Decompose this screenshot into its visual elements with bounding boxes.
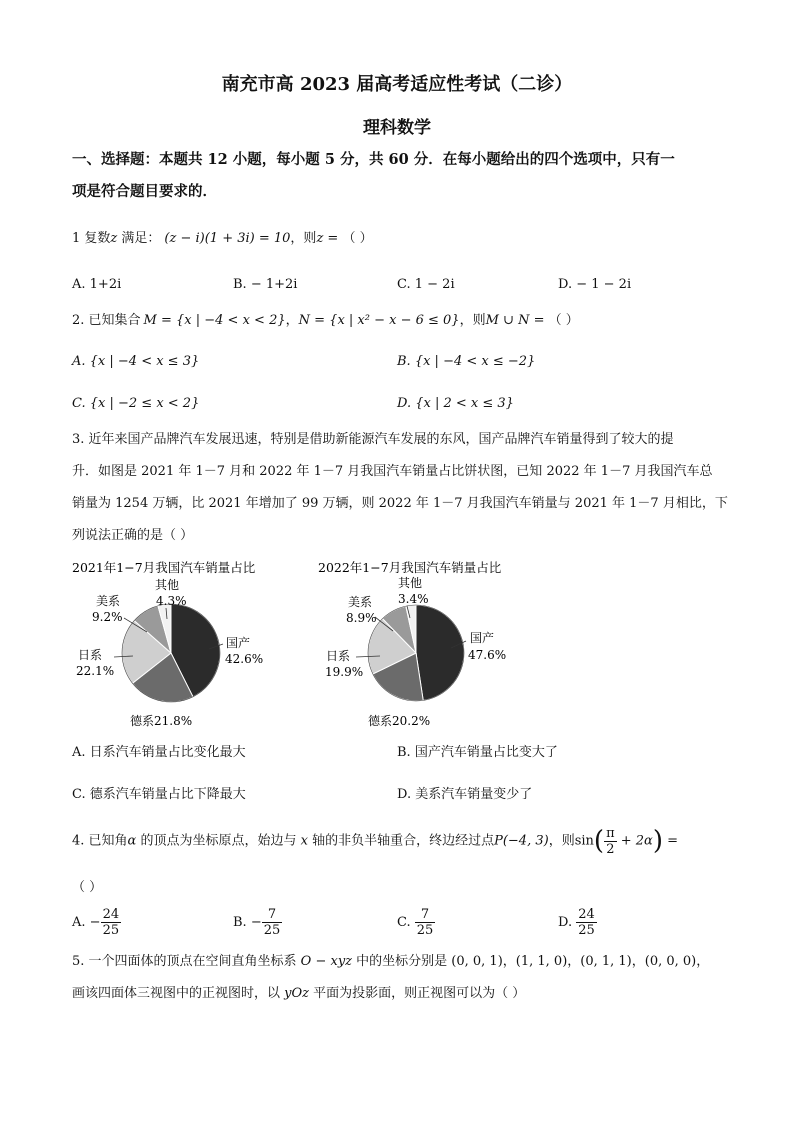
chart1-label-us-value: 9.2%: [92, 610, 123, 624]
question-5-line2: 画该四面体三视图中的正视图时，以 yOz 平面为投影面，则正视图可以为（ ）: [72, 986, 526, 1001]
chart1-label-us-name: 美系: [96, 594, 121, 608]
q3-option-b: B. 国产汽车销量占比变大了: [397, 745, 558, 760]
chart1-label-jp-name: 日系: [78, 648, 103, 662]
q3-option-c: C. 德系汽车销量占比下降最大: [72, 787, 246, 802]
chart2-label-us-name: 美系: [348, 595, 373, 609]
chart2-label-cn-value: 47.6%: [468, 648, 507, 662]
chart2-slice-0: [416, 605, 464, 700]
section-heading-line1: 一、选择题：本题共 12 小题，每小题 5 分，共 60 分．在每小题给出的四个选项中，只有一: [72, 151, 675, 168]
q4-option-a: A. − $\frac{24}{25}$: [72, 907, 120, 938]
q2-option-d: D. {x | 2 < x ≤ 3}: [397, 396, 514, 411]
chart1-title: 2021年1−7月我国汽车销量占比: [72, 560, 256, 575]
chart1-label-de: 德系21.8%: [130, 714, 193, 728]
chart2-label-us-value: 8.9%: [346, 611, 377, 625]
chart2-label-jp-name: 日系: [326, 649, 351, 663]
page-title: 南充市高 2023 届高考适应性考试（二诊）: [221, 74, 573, 95]
chart1-label-jp-value: 22.1%: [76, 664, 115, 678]
q1-option-d: D. − 1 − 2i: [558, 277, 632, 292]
q2-option-b: B. {x | −4 < x ≤ −2}: [397, 354, 536, 369]
chart2-label-cn-name: 国产: [470, 631, 495, 645]
question-3-line4: 列说法正确的是（ ）: [72, 528, 194, 543]
subject-title: 理科数学: [363, 118, 431, 138]
chart1-label-other-name: 其他: [155, 578, 180, 592]
pie-charts: [0, 555, 794, 755]
question-1-stem: 1 复数z 满足： (z − i)(1 + 3i) = 10，则z = （ ）: [72, 231, 373, 246]
pi-over-2: $\frac{\pi}{2}$: [606, 825, 615, 857]
q4-option-d: D. $\frac{24}{25}$: [558, 907, 595, 938]
q2-option-a: A. {x | −4 < x ≤ 3}: [72, 354, 200, 369]
chart2-label-other-name: 其他: [398, 576, 423, 590]
chart1-label-cn-value: 42.6%: [225, 652, 264, 666]
q4-answer-paren: （ ）: [72, 880, 103, 895]
q1-option-c: C. 1 − 2i: [397, 277, 455, 292]
chart2-label-de: 德系20.2%: [368, 714, 431, 728]
question-3-line3: 销量为 1254 万辆，比 2021 年增加了 99 万辆，则 2022 年 1－7 月我国汽车销量与 2021 年 1－7 月相比，下: [72, 496, 728, 511]
question-3-line2: 升．如图是 2021 年 1－7 月和 2022 年 1－7 月我国汽车销量占比饼状图，已知 2022 年 1－7 月我国汽车总: [72, 464, 713, 479]
q3-option-a: A. 日系汽车销量占比变化最大: [72, 745, 246, 760]
q4-option-c: C. $\frac{7}{25}$: [397, 907, 434, 938]
question-2-stem: 2. 已知集合 M = {x | −4 < x < 2}，N = {x | x² − x − 6 ≤ 0}，则M ∪ N = （ ）: [72, 313, 579, 328]
q1-option-b: B. − 1+2i: [233, 277, 298, 292]
chart2-label-other-value: 3.4%: [398, 592, 429, 606]
question-5-line1: 5. 一个四面体的顶点在空间直角坐标系 O − xyz 中的坐标分别是 (0, 0, 1)，(1, 1, 0)，(0, 1, 1)，(0, 0, 0)，: [72, 954, 710, 969]
chart1-label-cn-name: 国产: [226, 636, 251, 650]
q2-option-c: C. {x | −2 ≤ x < 2}: [72, 396, 200, 411]
q4-option-b: B. − $\frac{7}{25}$: [233, 907, 281, 938]
question-4-stem: 4. 已知角α 的顶点为坐标原点，始边与 x 轴的非负半轴重合，终边经过点P(−4, 3)，则sin( $\frac{\pi}{2}$ + 2α) =: [72, 825, 679, 857]
question-3-line1: 3. 近年来国产品牌汽车发展迅速，特别是借助新能源汽车发展的东风，国产品牌汽车销量得到了较大的提: [72, 432, 674, 447]
chart2-label-jp-value: 19.9%: [325, 665, 364, 679]
section-heading-line2: 项是符合题目要求的．: [72, 183, 217, 200]
chart1-label-other-value: 4.3%: [156, 594, 187, 608]
q3-option-d: D. 美系汽车销量变少了: [397, 787, 533, 802]
q1-option-a: A. 1+2i: [72, 277, 122, 292]
chart2-title: 2022年1−7月我国汽车销量占比: [318, 560, 502, 575]
